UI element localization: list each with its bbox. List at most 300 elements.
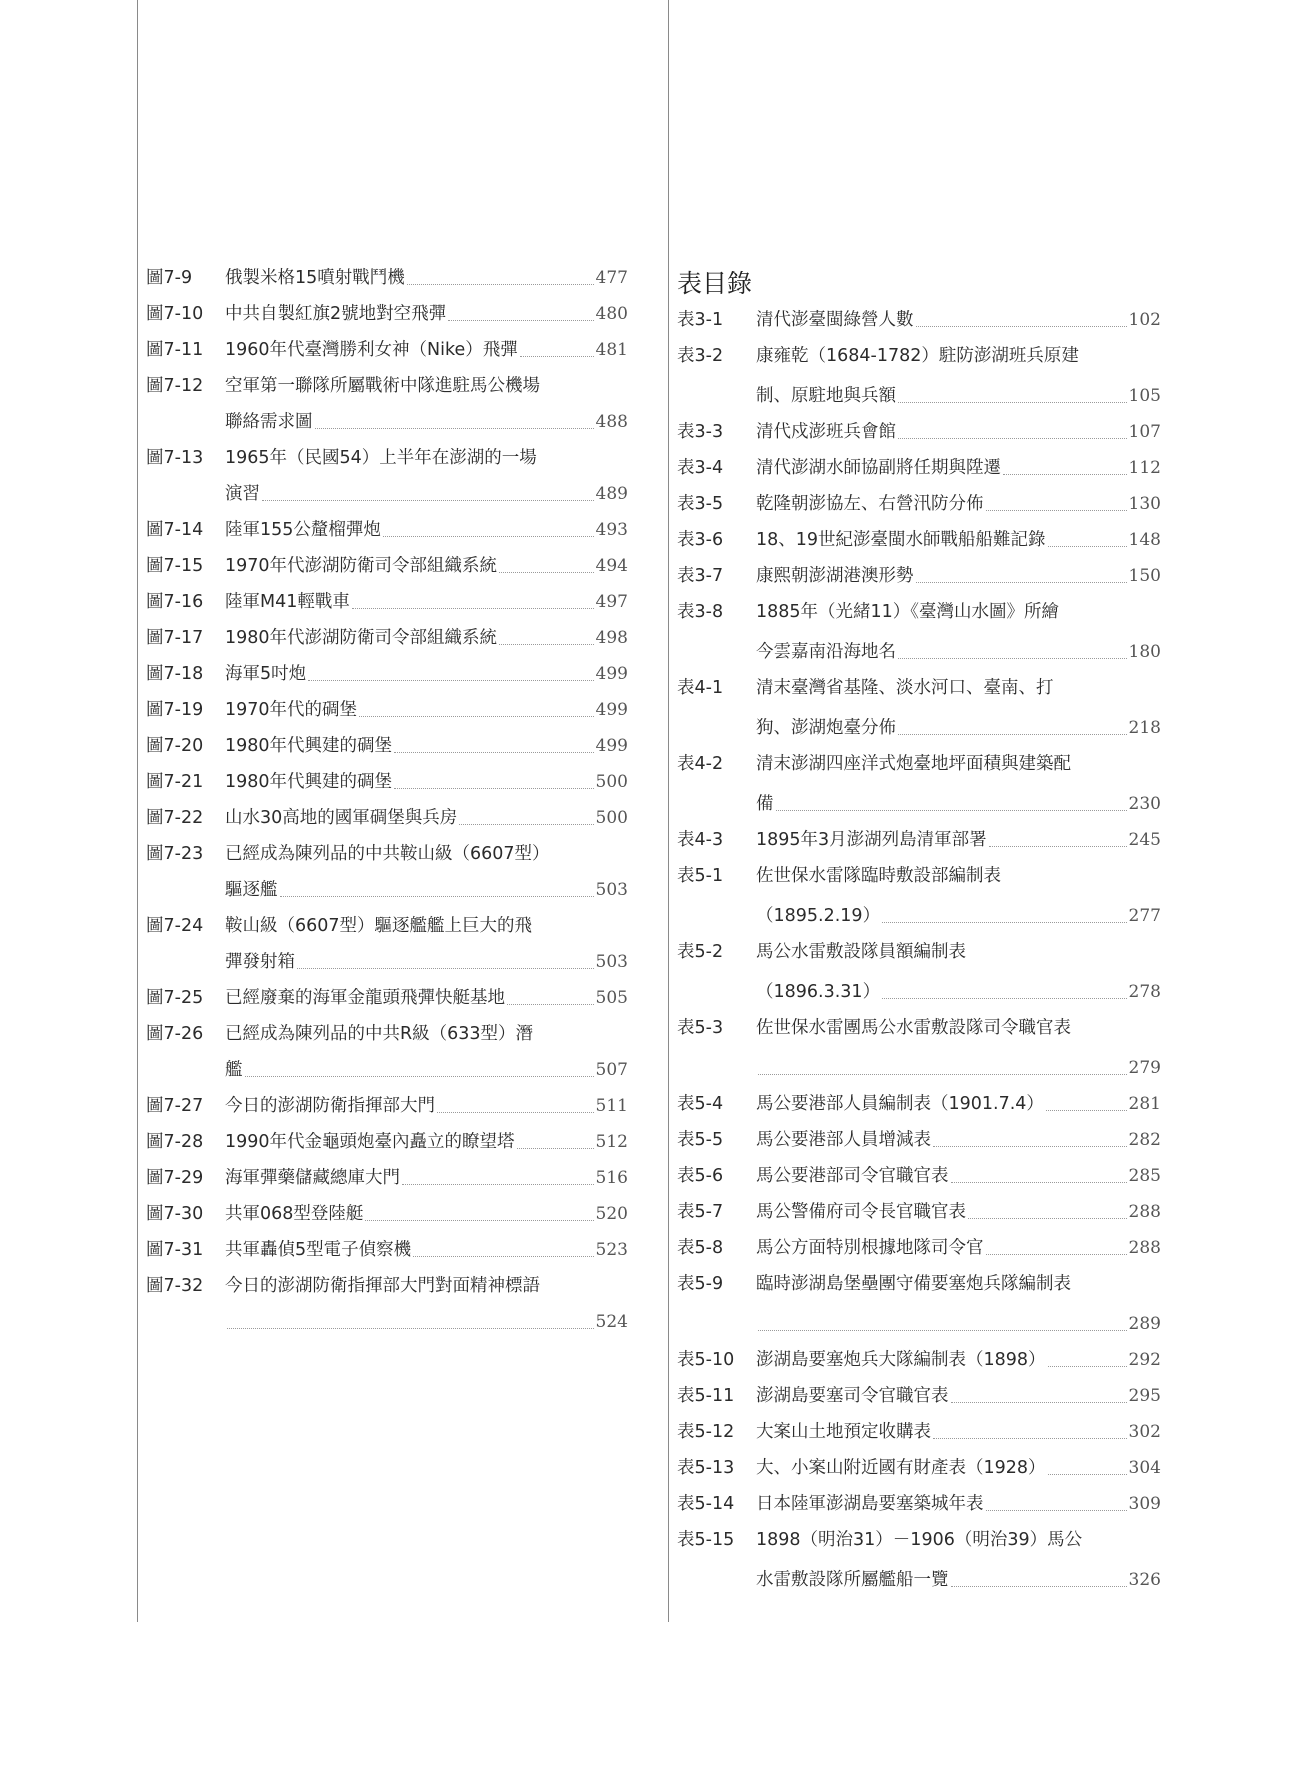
figure-entry-page-number: 503 xyxy=(595,880,628,900)
table-entry-line xyxy=(756,1054,1161,1082)
figure-entry-label: 圖7-21 xyxy=(146,772,204,792)
table-entry-label: 表5-14 xyxy=(677,1494,735,1514)
table-entry-page-number: 288 xyxy=(1128,1202,1161,1222)
figure-entry[interactable] xyxy=(146,588,628,616)
figure-entry[interactable] xyxy=(146,372,628,436)
figure-entry-body xyxy=(225,984,628,1012)
table-entry-body xyxy=(756,490,1161,518)
figure-entry[interactable] xyxy=(146,696,628,724)
dot-leader xyxy=(499,572,594,573)
figure-entry-label: 圖7-12 xyxy=(146,376,204,396)
figure-entry-label: 圖7-13 xyxy=(146,448,204,468)
table-entry-label: 表3-5 xyxy=(677,494,724,514)
dot-leader xyxy=(437,1112,594,1113)
table-entry-line xyxy=(756,454,1161,482)
table-entry-line xyxy=(756,490,1161,518)
table-entry-body xyxy=(756,1346,1161,1374)
table-entry-line xyxy=(756,342,1161,370)
table-entry-page-number: 285 xyxy=(1128,1166,1161,1186)
dot-leader xyxy=(933,1146,1127,1147)
table-entry-title: 馬公警備府司令長官職官表 xyxy=(756,1202,966,1222)
figure-entry-line xyxy=(225,372,628,400)
figure-entry[interactable] xyxy=(146,1128,628,1156)
figure-entry-line xyxy=(225,624,628,652)
table-entry-page-number: 282 xyxy=(1128,1130,1161,1150)
table-entry-label: 表4-1 xyxy=(677,678,724,698)
figure-entry-body xyxy=(225,696,628,724)
dot-leader xyxy=(517,1148,594,1149)
figure-entry[interactable] xyxy=(146,768,628,796)
figure-list-column xyxy=(146,264,628,1344)
figure-entry-title: 演習 xyxy=(225,484,260,504)
figure-entry-page-number: 493 xyxy=(595,520,628,540)
table-entry-title: （1896.3.31） xyxy=(756,982,881,1002)
figure-entry-body xyxy=(225,660,628,688)
table-entry-page-number: 288 xyxy=(1128,1238,1161,1258)
figure-entry-body xyxy=(225,1092,628,1120)
figure-entry-line xyxy=(225,588,628,616)
figure-entry-title: 俄製米格15噴射戰鬥機 xyxy=(225,268,405,288)
dot-leader xyxy=(989,846,1127,847)
table-entry-page-number: 107 xyxy=(1128,422,1161,442)
table-entry-title: 臨時澎湖島堡壘團守備要塞炮兵隊編制表 xyxy=(756,1274,1071,1294)
table-entry-title: 狗、澎湖炮臺分佈 xyxy=(756,718,896,738)
table-entry-title: （1895.2.19） xyxy=(756,906,881,926)
table-entry-page-number: 292 xyxy=(1128,1350,1161,1370)
table-entry-label: 表3-1 xyxy=(677,310,724,330)
figure-entry-body xyxy=(225,1236,628,1264)
table-entry-label: 表5-15 xyxy=(677,1530,735,1550)
table-entry[interactable] xyxy=(677,1270,1161,1338)
figure-entry-body xyxy=(225,336,628,364)
table-entry-label: 表5-7 xyxy=(677,1202,724,1222)
figure-entry-title: 1965年（民國54）上半年在澎湖的一場 xyxy=(225,448,537,468)
figure-entry-label: 圖7-26 xyxy=(146,1024,204,1044)
table-entry-line xyxy=(756,714,1161,742)
table-entry-line xyxy=(756,418,1161,446)
table-entry-page-number: 112 xyxy=(1128,458,1161,478)
figure-entry-page-number: 480 xyxy=(595,304,628,324)
dot-leader xyxy=(758,1074,1127,1075)
dot-leader xyxy=(359,716,594,717)
table-entry-title: 馬公要港部人員編制表（1901.7.4） xyxy=(756,1094,1044,1114)
table-entry-label: 表5-11 xyxy=(677,1386,735,1406)
figure-entry-page-number: 516 xyxy=(595,1168,628,1188)
table-entry-title: 1898（明治31）－1906（明治39）馬公 xyxy=(756,1530,1083,1550)
figure-entry[interactable] xyxy=(146,912,628,976)
table-entry[interactable] xyxy=(677,490,1161,518)
dot-leader xyxy=(1048,1366,1127,1367)
table-entry-label: 表5-12 xyxy=(677,1422,735,1442)
figure-entry-label: 圖7-32 xyxy=(146,1276,204,1296)
figure-entry-page-number: 512 xyxy=(595,1132,628,1152)
figure-entry-line xyxy=(225,876,628,904)
table-entry[interactable] xyxy=(677,562,1161,590)
table-entry-page-number: 279 xyxy=(1128,1058,1161,1078)
figure-entry-page-number: 499 xyxy=(595,736,628,756)
figure-entry-page-number: 498 xyxy=(595,628,628,648)
figure-entry[interactable] xyxy=(146,300,628,328)
figure-entry-label: 圖7-31 xyxy=(146,1240,204,1260)
figure-entry-page-number: 503 xyxy=(595,952,628,972)
figure-entry-line xyxy=(225,948,628,976)
figure-entry-title: 陸軍155公釐榴彈炮 xyxy=(225,520,381,540)
table-entry[interactable] xyxy=(677,1418,1161,1446)
figure-entry-label: 圖7-22 xyxy=(146,808,204,828)
figure-entry-label: 圖7-20 xyxy=(146,736,204,756)
figure-entry-page-number: 523 xyxy=(595,1240,628,1260)
figure-entry-title: 1980年代興建的碉堡 xyxy=(225,772,393,792)
table-entry-title: 清代澎臺閩綠營人數 xyxy=(756,310,914,330)
dot-leader xyxy=(1048,546,1127,547)
dot-leader xyxy=(262,500,594,501)
figure-entry-body xyxy=(225,552,628,580)
table-entry-line xyxy=(756,1270,1161,1298)
table-entry-body xyxy=(756,1454,1161,1482)
dot-leader xyxy=(951,1182,1127,1183)
table-entry-page-number: 180 xyxy=(1128,642,1161,662)
table-entry-page-number: 295 xyxy=(1128,1386,1161,1406)
figure-entry-title: 彈發射箱 xyxy=(225,952,295,972)
figure-entry[interactable] xyxy=(146,840,628,904)
table-entry-title: 清末澎湖四座洋式炮臺地坪面積與建築配 xyxy=(756,754,1071,774)
figure-entry-title: 驅逐艦 xyxy=(225,880,278,900)
figure-entry-line xyxy=(225,1092,628,1120)
table-entry-body xyxy=(756,938,1161,1006)
figure-entry-title: 鞍山級（6607型）驅逐艦艦上巨大的飛 xyxy=(225,916,533,936)
table-entry[interactable] xyxy=(677,342,1161,410)
table-entry-page-number: 218 xyxy=(1128,718,1161,738)
figure-entry-title: 艦 xyxy=(225,1060,243,1080)
table-entry-page-number: 302 xyxy=(1128,1422,1161,1442)
figure-entry-label: 圖7-28 xyxy=(146,1132,204,1152)
table-entry[interactable] xyxy=(677,418,1161,446)
figure-entry[interactable] xyxy=(146,660,628,688)
figure-entry-body xyxy=(225,768,628,796)
table-entry[interactable] xyxy=(677,1346,1161,1374)
table-entry-body xyxy=(756,1090,1161,1118)
table-entry-line xyxy=(756,1126,1161,1154)
figure-entry-page-number: 494 xyxy=(595,556,628,576)
table-entry-body xyxy=(756,418,1161,446)
figure-entry-page-number: 511 xyxy=(595,1096,628,1116)
table-entry-label: 表5-9 xyxy=(677,1274,724,1294)
table-entry-line xyxy=(756,790,1161,818)
table-entry-page-number: 150 xyxy=(1128,566,1161,586)
table-entry-title: 大案山土地預定收購表 xyxy=(756,1422,931,1442)
table-entry[interactable] xyxy=(677,598,1161,666)
dot-leader xyxy=(352,608,594,609)
table-entry[interactable] xyxy=(677,1234,1161,1262)
table-entry-body xyxy=(756,1198,1161,1226)
table-entry-body xyxy=(756,1162,1161,1190)
table-entry-line xyxy=(756,826,1161,854)
figure-entry-line xyxy=(225,480,628,508)
figure-entry[interactable] xyxy=(146,1200,628,1228)
table-entry-label: 表5-6 xyxy=(677,1166,724,1186)
figure-entry-label: 圖7-11 xyxy=(146,340,204,360)
figure-entry-body xyxy=(225,1200,628,1228)
figure-entry[interactable] xyxy=(146,624,628,652)
table-entry-line xyxy=(756,862,1161,890)
dot-leader xyxy=(245,1076,594,1077)
table-entry-line xyxy=(756,638,1161,666)
figure-entry-line xyxy=(225,1272,628,1300)
table-entry[interactable] xyxy=(677,938,1161,1006)
figure-entry-title: 聯絡需求圖 xyxy=(225,412,313,432)
figure-entry-title: 海軍彈藥儲藏總庫大門 xyxy=(225,1168,400,1188)
table-entry-label: 表3-3 xyxy=(677,422,724,442)
figure-entry-body xyxy=(225,912,628,976)
dot-leader xyxy=(986,1254,1127,1255)
table-entry-line xyxy=(756,1234,1161,1262)
table-entry[interactable] xyxy=(677,1526,1161,1594)
table-entry-title: 大、小案山附近國有財產表（1928） xyxy=(756,1458,1046,1478)
figure-entry[interactable] xyxy=(146,552,628,580)
figure-entry-title: 陸軍M41輕戰車 xyxy=(225,592,350,612)
figure-entry-line xyxy=(225,552,628,580)
figure-entry-line xyxy=(225,300,628,328)
figure-entry-body xyxy=(225,588,628,616)
table-entry-line xyxy=(756,1310,1161,1338)
table-entry-page-number: 281 xyxy=(1128,1094,1161,1114)
table-entry-line xyxy=(756,1346,1161,1374)
figure-entry-line xyxy=(225,1164,628,1192)
table-entry-label: 表3-8 xyxy=(677,602,724,622)
figure-entry-title: 共軍轟偵5型電子偵察機 xyxy=(225,1240,412,1260)
dot-leader xyxy=(882,922,1126,923)
table-entry-label: 表3-4 xyxy=(677,458,724,478)
table-entry-title: 水雷敷設隊所屬艦船一覽 xyxy=(756,1570,949,1590)
table-entry-page-number: 278 xyxy=(1128,982,1161,1002)
table-entry-body xyxy=(756,1382,1161,1410)
table-entry[interactable] xyxy=(677,1126,1161,1154)
figure-entry-body xyxy=(225,1020,628,1084)
table-entry-title: 康熙朝澎湖港澳形勢 xyxy=(756,566,914,586)
table-entry-label: 表4-3 xyxy=(677,830,724,850)
figure-entry-title: 海軍5吋炮 xyxy=(225,664,307,684)
table-entry-body xyxy=(756,562,1161,590)
dot-leader xyxy=(898,658,1127,659)
figure-entry-line xyxy=(225,516,628,544)
dot-leader xyxy=(448,320,593,321)
figure-entry-line xyxy=(225,768,628,796)
figure-entry-line xyxy=(225,1236,628,1264)
figure-entry-label: 圖7-9 xyxy=(146,268,193,288)
table-entry-title: 日本陸軍澎湖島要塞築城年表 xyxy=(756,1494,984,1514)
dot-leader xyxy=(898,734,1127,735)
figure-entry[interactable] xyxy=(146,732,628,760)
table-entry-title: 1895年3月澎湖列島清軍部署 xyxy=(756,830,987,850)
table-entry-title: 18、19世紀澎臺閩水師戰船船難記錄 xyxy=(756,530,1046,550)
dot-leader xyxy=(413,1256,593,1257)
figure-entry[interactable] xyxy=(146,264,628,292)
figure-entry[interactable] xyxy=(146,1020,628,1084)
table-entry-body xyxy=(756,1014,1161,1082)
table-entry-line xyxy=(756,978,1161,1006)
dot-leader xyxy=(394,788,594,789)
figure-entry-title: 1970年代澎湖防衛司令部組織系統 xyxy=(225,556,498,576)
table-entry-line xyxy=(756,902,1161,930)
figure-entry-title: 已經成為陳列品的中共鞍山級（6607型） xyxy=(225,844,550,864)
table-entry[interactable] xyxy=(677,1090,1161,1118)
table-list-column xyxy=(677,264,1161,1602)
table-entry-line xyxy=(756,526,1161,554)
table-entry[interactable] xyxy=(677,526,1161,554)
figure-entry-line xyxy=(225,1056,628,1084)
figure-entry-title: 1980年代澎湖防衛司令部組織系統 xyxy=(225,628,498,648)
table-entry-page-number: 309 xyxy=(1128,1494,1161,1514)
table-entry-title: 清代澎湖水師協副將任期與陞遷 xyxy=(756,458,1001,478)
dot-leader xyxy=(968,1218,1127,1219)
table-entry-label: 表3-7 xyxy=(677,566,724,586)
table-entry-body xyxy=(756,1126,1161,1154)
dot-leader xyxy=(951,1586,1127,1587)
figure-entry-label: 圖7-27 xyxy=(146,1096,204,1116)
figure-entry[interactable] xyxy=(146,1236,628,1264)
table-entry-line xyxy=(756,562,1161,590)
figure-entry-label: 圖7-30 xyxy=(146,1204,204,1224)
dot-leader xyxy=(986,510,1127,511)
figure-entry-line xyxy=(225,444,628,472)
figure-entry-body xyxy=(225,264,628,292)
table-entry[interactable] xyxy=(677,1014,1161,1082)
dot-leader xyxy=(499,644,594,645)
table-entry-page-number: 230 xyxy=(1128,794,1161,814)
figure-entry[interactable] xyxy=(146,336,628,364)
table-entry-title: 今雲嘉南沿海地名 xyxy=(756,642,896,662)
figure-entry-line xyxy=(225,696,628,724)
figure-entry-body xyxy=(225,840,628,904)
figure-entry-page-number: 499 xyxy=(595,664,628,684)
figure-entry-body xyxy=(225,732,628,760)
dot-leader xyxy=(916,582,1127,583)
figure-entry-page-number: 524 xyxy=(595,1312,628,1332)
figure-entry-title: 今日的澎湖防衛指揮部大門對面精神標語 xyxy=(225,1276,540,1296)
table-entry-title: 澎湖島要塞司令官職官表 xyxy=(756,1386,949,1406)
table-entry-line xyxy=(756,1014,1161,1042)
table-entry[interactable] xyxy=(677,1454,1161,1482)
table-entry[interactable] xyxy=(677,826,1161,854)
table-entry-body xyxy=(756,1490,1161,1518)
table-entry[interactable] xyxy=(677,1382,1161,1410)
table-entry-title: 佐世保水雷團馬公水雷敷設隊司令職官表 xyxy=(756,1018,1071,1038)
figure-entry[interactable] xyxy=(146,1164,628,1192)
figure-entry-line xyxy=(225,408,628,436)
figure-entry-title: 1990年代金龜頭炮臺內矗立的瞭望塔 xyxy=(225,1132,515,1152)
table-entry-label: 表5-13 xyxy=(677,1458,735,1478)
table-entry-title: 馬公要港部人員增減表 xyxy=(756,1130,931,1150)
table-entry-line xyxy=(756,1090,1161,1118)
figure-entry-page-number: 507 xyxy=(595,1060,628,1080)
table-entry-body xyxy=(756,526,1161,554)
figure-entry-body xyxy=(225,444,628,508)
dot-leader xyxy=(315,428,594,429)
dot-leader xyxy=(280,896,594,897)
table-entry-body xyxy=(756,342,1161,410)
dot-leader xyxy=(898,438,1127,439)
figure-entry[interactable] xyxy=(146,984,628,1012)
dot-leader xyxy=(308,680,593,681)
figure-entry-body xyxy=(225,516,628,544)
table-entry[interactable] xyxy=(677,306,1161,334)
page-margin-rule xyxy=(137,0,138,1622)
table-entry-label: 表5-10 xyxy=(677,1350,735,1370)
figure-entry-body xyxy=(225,624,628,652)
table-entry-body xyxy=(756,1270,1161,1338)
figure-entry-title: 今日的澎湖防衛指揮部大門 xyxy=(225,1096,435,1116)
figure-entry-page-number: 499 xyxy=(595,700,628,720)
figure-entry-line xyxy=(225,912,628,940)
figure-entry-title: 已經成為陳列品的中共R級（633型）潛 xyxy=(225,1024,534,1044)
figure-entry-label: 圖7-17 xyxy=(146,628,204,648)
table-entry[interactable] xyxy=(677,862,1161,930)
table-entry-label: 表5-2 xyxy=(677,942,724,962)
dot-leader xyxy=(459,824,593,825)
table-entry-body xyxy=(756,306,1161,334)
figure-entry-page-number: 477 xyxy=(595,268,628,288)
dot-leader xyxy=(1003,474,1127,475)
figure-entry-body xyxy=(225,804,628,832)
figure-entry-line xyxy=(225,1128,628,1156)
figure-entry-body xyxy=(225,372,628,436)
figure-entry-line xyxy=(225,1308,628,1336)
figure-entry-line xyxy=(225,264,628,292)
figure-entry[interactable] xyxy=(146,444,628,508)
dot-leader xyxy=(402,1184,594,1185)
figure-entry-title: 空軍第一聯隊所屬戰術中隊進駐馬公機場 xyxy=(225,376,540,396)
table-entry[interactable] xyxy=(677,1162,1161,1190)
table-entry-title: 清代戍澎班兵會館 xyxy=(756,422,896,442)
figure-entry[interactable] xyxy=(146,1092,628,1120)
figure-entry-body xyxy=(225,300,628,328)
figure-entry-label: 圖7-18 xyxy=(146,664,204,684)
table-entry-title: 澎湖島要塞炮兵大隊編制表（1898） xyxy=(756,1350,1046,1370)
table-entry-line xyxy=(756,938,1161,966)
figure-entry-title: 1970年代的碉堡 xyxy=(225,700,358,720)
dot-leader xyxy=(227,1328,594,1329)
table-entry-label: 表5-1 xyxy=(677,866,724,886)
table-entry[interactable] xyxy=(677,1490,1161,1518)
dot-leader xyxy=(758,1330,1127,1331)
table-entry-label: 表3-2 xyxy=(677,346,724,366)
figure-entry-line xyxy=(225,1020,628,1048)
table-entry-label: 表4-2 xyxy=(677,754,724,774)
table-entry-title: 佐世保水雷隊臨時敷設部編制表 xyxy=(756,866,1001,886)
table-entry-page-number: 105 xyxy=(1128,386,1161,406)
figure-entry[interactable] xyxy=(146,516,628,544)
figure-entry-label: 圖7-19 xyxy=(146,700,204,720)
figure-entry[interactable] xyxy=(146,1272,628,1336)
table-entry-body xyxy=(756,454,1161,482)
table-entry-line xyxy=(756,1454,1161,1482)
figure-entry-page-number: 488 xyxy=(595,412,628,432)
figure-entry-label: 圖7-29 xyxy=(146,1168,204,1188)
figure-entry[interactable] xyxy=(146,804,628,832)
dot-leader xyxy=(520,356,594,357)
table-entry[interactable] xyxy=(677,674,1161,742)
dot-leader xyxy=(1046,1110,1127,1111)
table-entry-title: 馬公方面特別根據地隊司令官 xyxy=(756,1238,984,1258)
table-entry[interactable] xyxy=(677,1198,1161,1226)
dot-leader xyxy=(986,1510,1127,1511)
dot-leader xyxy=(882,998,1126,999)
table-entry[interactable] xyxy=(677,454,1161,482)
figure-entry-page-number: 500 xyxy=(595,808,628,828)
dot-leader xyxy=(407,284,594,285)
table-entry[interactable] xyxy=(677,750,1161,818)
figure-entry-label: 圖7-15 xyxy=(146,556,204,576)
